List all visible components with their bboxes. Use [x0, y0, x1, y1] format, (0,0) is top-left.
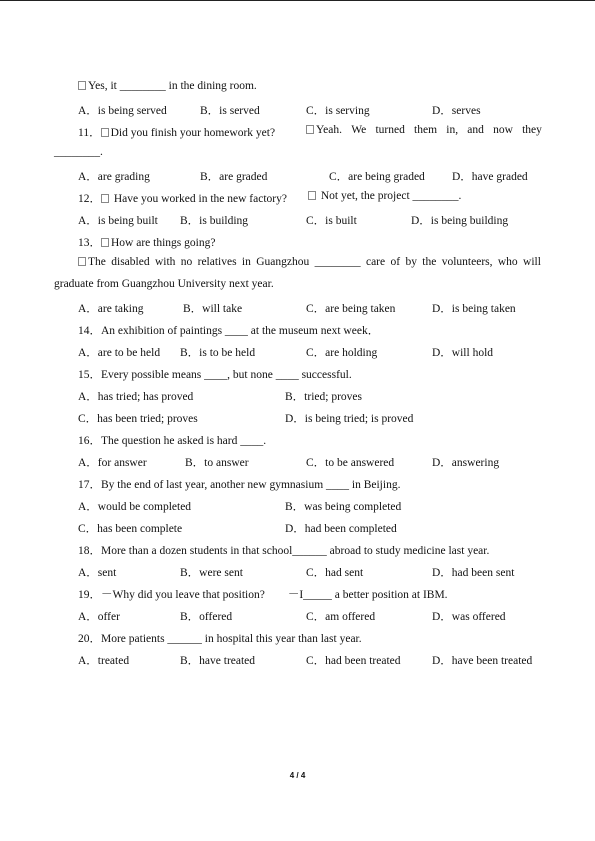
option-d: D．have graded [452, 171, 528, 183]
option-d: D．answering [432, 457, 500, 469]
question-13-stem: 13． How are things going? [78, 237, 216, 249]
option-c: C．are being graded [329, 171, 425, 183]
option-d: D．is being tried; is proved [285, 413, 414, 425]
option-b: B．were sent [180, 567, 243, 579]
question-14-stem: 14．An exhibition of paintings ____ at the museum next week． [78, 325, 380, 337]
question-11-answer: Yeah. We turned them in, and now they [306, 124, 542, 136]
question-13-continuation: graduate from Guangzhou University next year. [54, 278, 274, 290]
option-a: A．sent [78, 567, 117, 579]
page-number: 4 / 4 [289, 771, 306, 780]
option-b: B．to answer [185, 457, 249, 469]
option-c: C．had sent [306, 567, 364, 579]
option-a: A．for answer [78, 457, 147, 469]
option-d: D．have been treated [432, 655, 533, 667]
checkbox-glyph-icon [306, 125, 314, 134]
top-border [0, 0, 595, 1]
option-d: D．had been sent [432, 567, 515, 579]
option-b: B．have treated [180, 655, 256, 667]
option-a: A．are grading [78, 171, 150, 183]
option-b: B．are graded [200, 171, 268, 183]
checkbox-glyph-icon [308, 191, 316, 200]
question-16-stem: 16．The question he asked is hard ____. [78, 435, 267, 447]
option-c: C．has been tried; proves [78, 413, 198, 425]
option-c: C．has been complete [78, 523, 183, 535]
checkbox-glyph-icon [78, 81, 86, 90]
checkbox-glyph-icon [101, 238, 109, 247]
question-13-body: The disabled with no relatives in Guangzhou ________ care of by the volunteers, who will [78, 256, 541, 268]
option-c: C．had been treated [306, 655, 401, 667]
option-c: C．is serving [306, 105, 370, 117]
option-a: A．would be completed [78, 501, 192, 513]
option-d: D．is being taken [432, 303, 516, 315]
question-12-answer: Not yet, the project ________. [308, 190, 461, 202]
question-19-stem: 19．－Why did you leave that position? －I_____ a better position at IBM. [78, 589, 448, 601]
option-b: B．offered [180, 611, 233, 623]
option-a: A．are taking [78, 303, 144, 315]
option-b: B．was being completed [285, 501, 402, 513]
option-a: A．are to be held [78, 347, 161, 359]
question-15-stem: 15．Every possible means ____, but none ____ successful. [78, 369, 352, 381]
question-18-stem: 18．More than a dozen students in that school______ abroad to study medicine last year. [78, 545, 490, 557]
option-b: B．will take [183, 303, 243, 315]
option-c: C．is built [306, 215, 357, 227]
checkbox-glyph-icon [101, 194, 109, 203]
option-d: D．was offered [432, 611, 506, 623]
option-a: A．offer [78, 611, 120, 623]
option-a: A．is being served [78, 105, 167, 117]
question-11-continuation: ________. [54, 146, 103, 158]
question-20-stem: 20．More patients ______ in hospital this year than last year. [78, 633, 362, 645]
question-11-stem: 11． Did you finish your homework yet? [78, 127, 276, 139]
option-c: C．are being taken [306, 303, 396, 315]
option-c: C．am offered [306, 611, 376, 623]
checkbox-glyph-icon [78, 257, 86, 266]
question-10-stem: Yes, it ________ in the dining room. [78, 80, 257, 92]
option-a: A．is being built [78, 215, 158, 227]
option-c: C．to be answered [306, 457, 395, 469]
option-a: A．has tried; has proved [78, 391, 194, 403]
option-c: C．are holding [306, 347, 378, 359]
question-12-stem: 12． Have you worked in the new factory? [78, 193, 287, 205]
option-b: B．tried; proves [285, 391, 362, 403]
option-d: D．had been completed [285, 523, 397, 535]
option-d: D．will hold [432, 347, 494, 359]
option-b: B．is served [200, 105, 260, 117]
option-b: B．is building [180, 215, 249, 227]
option-b: B．is to be held [180, 347, 256, 359]
option-d: D．is being building [411, 215, 509, 227]
option-d: D．serves [432, 105, 481, 117]
checkbox-glyph-icon [101, 128, 109, 137]
question-17-stem: 17．By the end of last year, another new gymnasium ____ in Beijing. [78, 479, 401, 491]
option-a: A．treated [78, 655, 130, 667]
